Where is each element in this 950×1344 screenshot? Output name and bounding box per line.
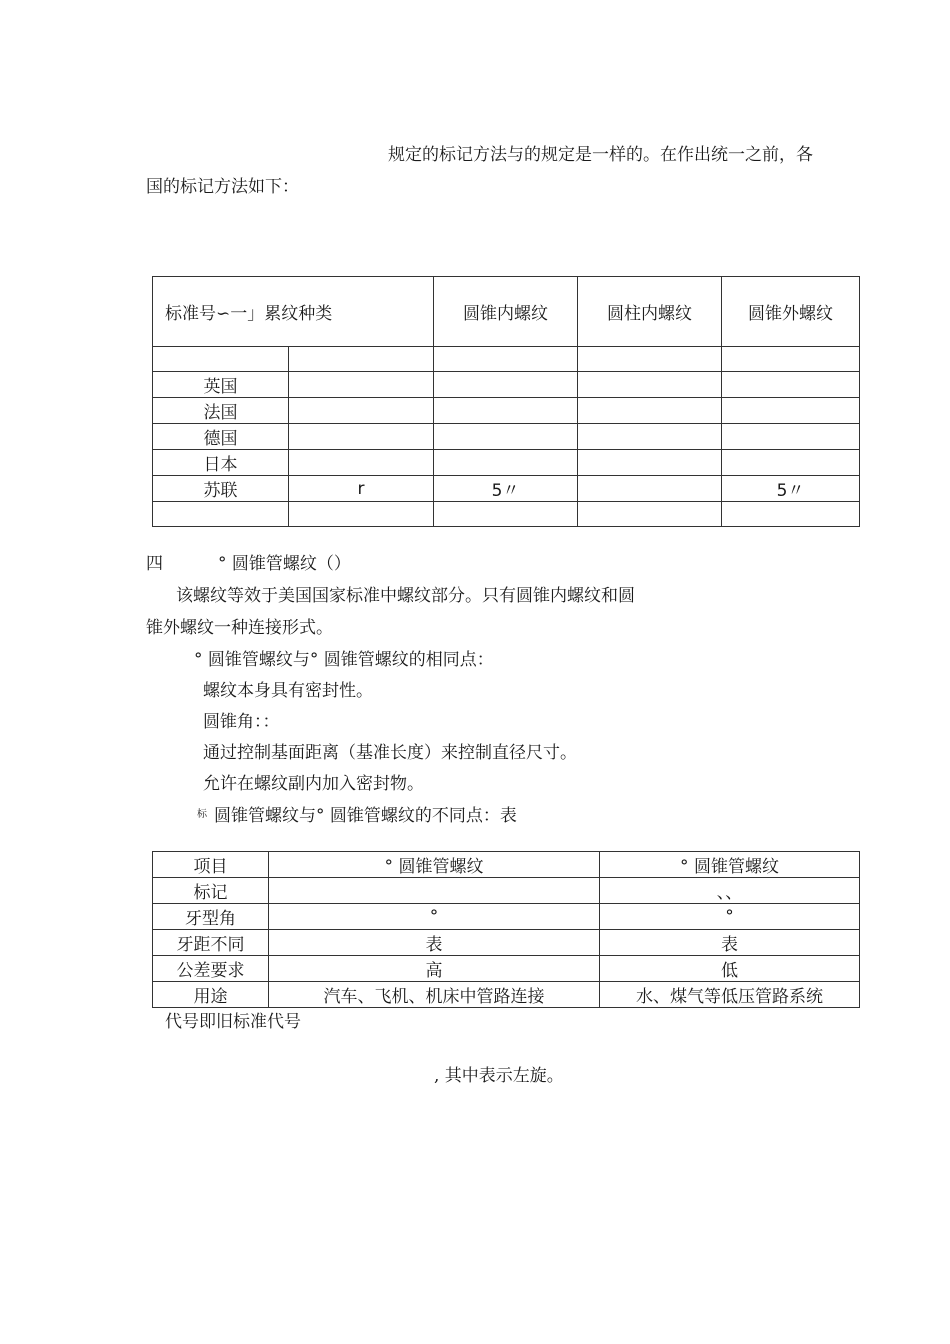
table-cell <box>289 398 434 424</box>
differences-prefix-mark: 标 <box>197 809 207 820</box>
col-header-item: 项目 <box>153 852 269 878</box>
table-cell: 表 <box>269 930 600 956</box>
table-cell <box>722 424 860 450</box>
table-cell <box>434 502 578 527</box>
row-label: 用途 <box>153 982 269 1008</box>
table-cell <box>578 372 722 398</box>
similarity-item: 通过控制基面距离（基准长度）来控制直径尺寸。 <box>203 743 577 763</box>
table-cell <box>578 398 722 424</box>
intro-line-2: 国的标记方法如下： <box>146 177 299 197</box>
col-header-taper-internal: 圆锥内螺纹 <box>434 277 578 347</box>
col-header-parallel-internal: 圆柱内螺纹 <box>578 277 722 347</box>
table-row <box>153 930 860 956</box>
table-cell <box>578 450 722 476</box>
table-row <box>153 372 860 398</box>
paragraph-line-2: 锥外螺纹一种连接形式。 <box>146 618 333 638</box>
country-cell: 英国 <box>153 372 289 398</box>
table-cell: 5〃 <box>434 476 578 502</box>
similarities-title: ° 圆锥管螺纹与° 圆锥管螺纹的相同点： <box>194 650 494 670</box>
table-row <box>153 956 860 982</box>
table-cell: 、、 <box>600 878 860 904</box>
marking-methods-table <box>152 276 860 527</box>
table-cell: 5〃 <box>722 476 860 502</box>
table-cell: 表 <box>600 930 860 956</box>
table-cell <box>289 347 434 372</box>
similarity-item: 螺纹本身具有密封性。 <box>203 681 373 701</box>
col-header-taper-external: 圆锥外螺纹 <box>722 277 860 347</box>
table-cell <box>434 424 578 450</box>
table-corner-header: 标准号∽一」累纹种类 <box>153 277 434 347</box>
table-row <box>153 450 860 476</box>
table-cell <box>578 476 722 502</box>
table-row <box>153 982 860 1008</box>
table-cell <box>722 398 860 424</box>
table-cell: 低 <box>600 956 860 982</box>
similarity-item: 允许在螺纹副内加入密封物。 <box>203 774 424 794</box>
table-cell <box>289 502 434 527</box>
country-cell <box>153 347 289 372</box>
table-row <box>153 502 860 527</box>
row-label: 标记 <box>153 878 269 904</box>
country-cell: 苏联 <box>153 476 289 502</box>
row-label: 公差要求 <box>153 956 269 982</box>
note-line-1: 代号即旧标准代号 <box>165 1012 301 1032</box>
table-row <box>153 398 860 424</box>
intro-line-1: 规定的标记方法与的规定是一样的。在作出统一之前，各 <box>388 145 813 165</box>
table-cell: ° <box>600 904 860 930</box>
table-cell <box>578 424 722 450</box>
table-cell: r <box>289 476 434 502</box>
similarity-item: 圆锥角：： <box>203 712 280 732</box>
table-cell <box>722 502 860 527</box>
table-cell: 汽车、飞机、机床中管路连接 <box>269 982 600 1008</box>
table-cell <box>269 878 600 904</box>
section-heading: ° 圆锥管螺纹（） <box>218 554 351 574</box>
differences-table <box>152 851 860 1008</box>
table-cell <box>578 347 722 372</box>
differences-title: 圆锥管螺纹与° 圆锥管螺纹的不同点：表 <box>214 806 517 826</box>
table-cell <box>722 347 860 372</box>
section-number: 四 <box>146 554 163 574</box>
table-cell <box>289 450 434 476</box>
note-line-2: , 其中表示左旋。 <box>434 1066 564 1086</box>
country-cell: 德国 <box>153 424 289 450</box>
country-cell: 法国 <box>153 398 289 424</box>
col-header-type-b: ° 圆锥管螺纹 <box>600 852 860 878</box>
country-cell <box>153 502 289 527</box>
table-cell <box>434 347 578 372</box>
table-cell <box>434 450 578 476</box>
row-label: 牙距不同 <box>153 930 269 956</box>
table-cell <box>434 372 578 398</box>
table-cell: 高 <box>269 956 600 982</box>
table-row <box>153 476 860 502</box>
table-row <box>153 424 860 450</box>
col-header-type-a: ° 圆锥管螺纹 <box>269 852 600 878</box>
paragraph-line-1: 该螺纹等效于美国国家标准中螺纹部分。只有圆锥内螺纹和圆 <box>176 586 635 606</box>
table-cell: 水、煤气等低压管路系统 <box>600 982 860 1008</box>
table-cell: ° <box>269 904 600 930</box>
table-row <box>153 347 860 372</box>
table-header-row <box>153 277 860 347</box>
table-cell <box>722 450 860 476</box>
table-row <box>153 904 860 930</box>
table-cell <box>289 424 434 450</box>
country-cell: 日本 <box>153 450 289 476</box>
table-cell <box>722 372 860 398</box>
table-cell <box>434 398 578 424</box>
table-row <box>153 878 860 904</box>
table-header-row <box>153 852 860 878</box>
table-cell <box>578 502 722 527</box>
row-label: 牙型角 <box>153 904 269 930</box>
table-cell <box>289 372 434 398</box>
